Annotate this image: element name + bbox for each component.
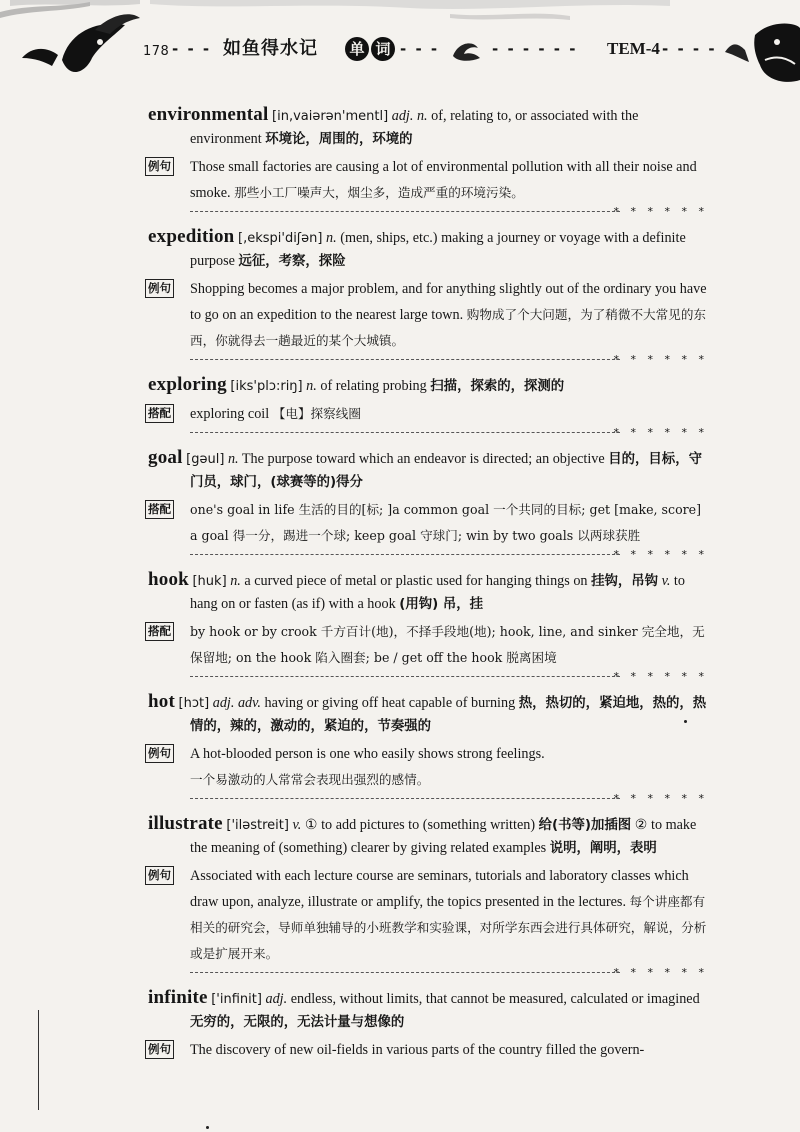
example-zh: 购物成了个大问题，为了稍微不大常见的东西，你就得去一趟最近的某个大城镇。 [190,307,706,348]
stars: * * * * * * [613,354,708,366]
example-zh: 每个讲座都有相关的研究会，导师单独辅导的小班教学和实验课，对所学东西会进行具体研究，解说，分析或是扩展开来。 [190,894,707,961]
phonetic: ['iləstreit] [226,818,289,833]
example-zh: 那些小工厂噪声大，烟尘多，造成严重的环境污染。 [234,185,524,200]
definition-en: a curved piece of metal or plastic used for hanging things on [244,573,588,589]
headword: hook [148,569,189,590]
phonetic: [huk] [192,574,227,589]
phonetic: [iks'plɔ:riŋ] [230,379,303,394]
definition-zh: 远征，考察，探险 [238,254,346,269]
entry-separator [148,354,710,372]
example-block [148,619,710,671]
entry-separator [148,427,710,445]
headword: environmental [148,104,269,125]
word-entry [148,446,710,567]
part-of-speech: n. [230,573,241,589]
entry-headline [148,568,710,616]
definition-en: of relating probing [320,378,427,394]
definition-zh: 挂钩，吊钩 [591,574,659,589]
entry-headline [148,690,710,738]
entry-headline [148,103,710,151]
example-en: Shopping becomes a major problem, and for anything slightly out of the ordinary you have to go on an expedition to the nearest large town. [190,281,707,323]
stars: * * * * * * [613,967,708,979]
phonetic: [in,vaiərən'mentl] [272,109,389,124]
definition-zh: 给(书等)加插图 [538,818,632,833]
header-dashes: - - - - - - [492,40,578,58]
definition-zh: 目的，目标，守门员，球门，(球赛等的)得分 [190,452,702,490]
example-block [148,863,710,967]
stars: * * * * * * [613,427,708,439]
exam-name: TEM-4 [607,39,660,58]
example-block [148,1037,710,1063]
headword: expedition [148,226,235,247]
collocation-text: one's goal in life 生活的目的[标; ]a common goal 一个共同的目标; get [make, score] a goal 得一分，踢进一个球; keep goal 守球门; win by two goals 以两球获胜 [190,502,702,543]
collocation-tag: 搭配 [145,622,174,641]
definition-en: (men, ships, etc.) making a journey or voyage with a definite purpose [190,230,686,269]
definition-zh: (用钩) 吊，挂 [399,597,484,612]
example-en: A hot-blooded person is one who easily shows strong feelings. [190,746,545,762]
example-tag: 例句 [145,1040,174,1059]
definition-zh: 环境论，周围的，环境的 [265,132,413,147]
dashed-line [190,972,620,973]
part-of-speech: n. [227,451,239,467]
dashed-line [190,554,620,555]
example-block [148,276,710,354]
collocation-text: by hook or by crook 千方百计(地)，不择手段地(地); hook, line, and sinker 完全地，无保留地; on the hook 陷入圈套; be / get off the hook 脱离困境 [190,624,705,665]
part-of-speech: adj. adv. [212,695,261,711]
entry-headline [148,373,710,398]
headword: hot [148,691,175,712]
dashed-line [190,798,620,799]
definition-en: ② to make the meaning of (something) clearer by giving related examples [190,817,697,856]
example-en: The discovery of new oil-fields in various parts of the country filled the govern- [190,1042,645,1058]
example-tag: 例句 [145,157,174,176]
scan-speck [206,1126,209,1129]
example-zh: 一个易激动的人常常会表现出强烈的感情。 [190,772,430,787]
word-entry [148,568,710,689]
part-of-speech: adj. [265,991,288,1007]
headword: exploring [148,374,227,395]
example-tag: 例句 [145,744,174,763]
header-dashes: - - - - [662,40,717,58]
headword: goal [148,447,183,468]
brush-texture-top [150,0,670,30]
book-title: 如鱼得水记 [223,38,318,59]
entry-headline [148,225,710,273]
dashed-line [190,676,620,677]
example-block [148,154,710,206]
definition-en: to hang on or fasten (as if) with a hook [190,573,685,612]
word-entry [148,373,710,445]
example-block [148,741,710,793]
dashed-line [190,359,620,360]
page-number: 178 [143,44,170,59]
scan-speck [684,720,687,723]
scan-margin-line [38,1010,39,1110]
part-of-speech: v. [661,573,671,589]
entry-headline [148,446,710,494]
stars: * * * * * * [613,793,708,805]
part-of-speech: n. [326,230,337,246]
stars: * * * * * * [613,206,708,218]
example-tag: 例句 [145,866,174,885]
definition-en: The purpose toward which an endeavor is directed; an objective [241,451,605,467]
entry-headline [148,986,710,1034]
header-dashes: - - - [400,40,440,58]
part-of-speech: n. [306,378,317,394]
definition-en: having or giving off heat capable of burning [264,695,516,711]
example-en: Associated with each lecture course are seminars, tutorials and laboratory classes which draw upon, analyze, illustrate or amplify, the topics presented in the lectures. [190,868,689,910]
definition-zh: 热，热切的，紧迫地，热的，热情的，辣的，激动的，紧迫的，节奏强的 [190,696,707,734]
dashed-line [190,211,620,212]
stars: * * * * * * [613,671,708,683]
word-entry [148,690,710,811]
dashed-line [190,432,620,433]
entry-separator [148,549,710,567]
example-block [148,401,710,427]
logo-char: 单 [345,37,369,61]
headword: infinite [148,987,208,1008]
word-list [148,103,710,1063]
example-block [148,497,710,549]
word-entry [148,103,710,224]
entry-separator [148,793,710,811]
stars: * * * * * * [613,549,708,561]
example-tag: 例句 [145,279,174,298]
part-of-speech: adj. n. [391,108,428,124]
word-entry [148,986,710,1063]
example-zh: 【电】探察线圈 [272,406,361,421]
example-en: Those small factories are causing a lot of environmental pollution with all their noise and smoke. [190,159,697,201]
header-bar [0,34,800,64]
word-entry [148,225,710,372]
headword: illustrate [148,813,223,834]
part-of-speech: v. [292,817,302,833]
definition-en: ① to add pictures to (something written) [304,817,536,833]
entry-headline [148,812,710,860]
header-dashes: - - - [172,40,212,58]
definition-en: of, relating to, or associated with the environment [190,108,639,147]
definition-zh: 扫描，探索的，探测的 [430,379,565,394]
page-header [0,0,800,95]
definition-zh: 说明，阐明，表明 [549,841,657,856]
word-entry [148,812,710,985]
definition-zh: 无穷的，无限的，无法计量与想像的 [190,1015,405,1030]
phonetic: [hɔt] [178,696,210,711]
phonetic: [,ekspi'diʃən] [238,231,323,246]
entry-separator [148,967,710,985]
entry-separator [148,671,710,689]
logo-char: 词 [371,37,395,61]
phonetic: ['infinit] [211,992,262,1007]
definition-en: endless, without limits, that cannot be measured, calculated or imagined [290,991,700,1007]
phonetic: [gəul] [186,452,225,467]
collocation-tag: 搭配 [145,404,174,423]
collocation-tag: 搭配 [145,500,174,519]
entry-separator [148,206,710,224]
example-en: exploring coil [190,406,270,422]
